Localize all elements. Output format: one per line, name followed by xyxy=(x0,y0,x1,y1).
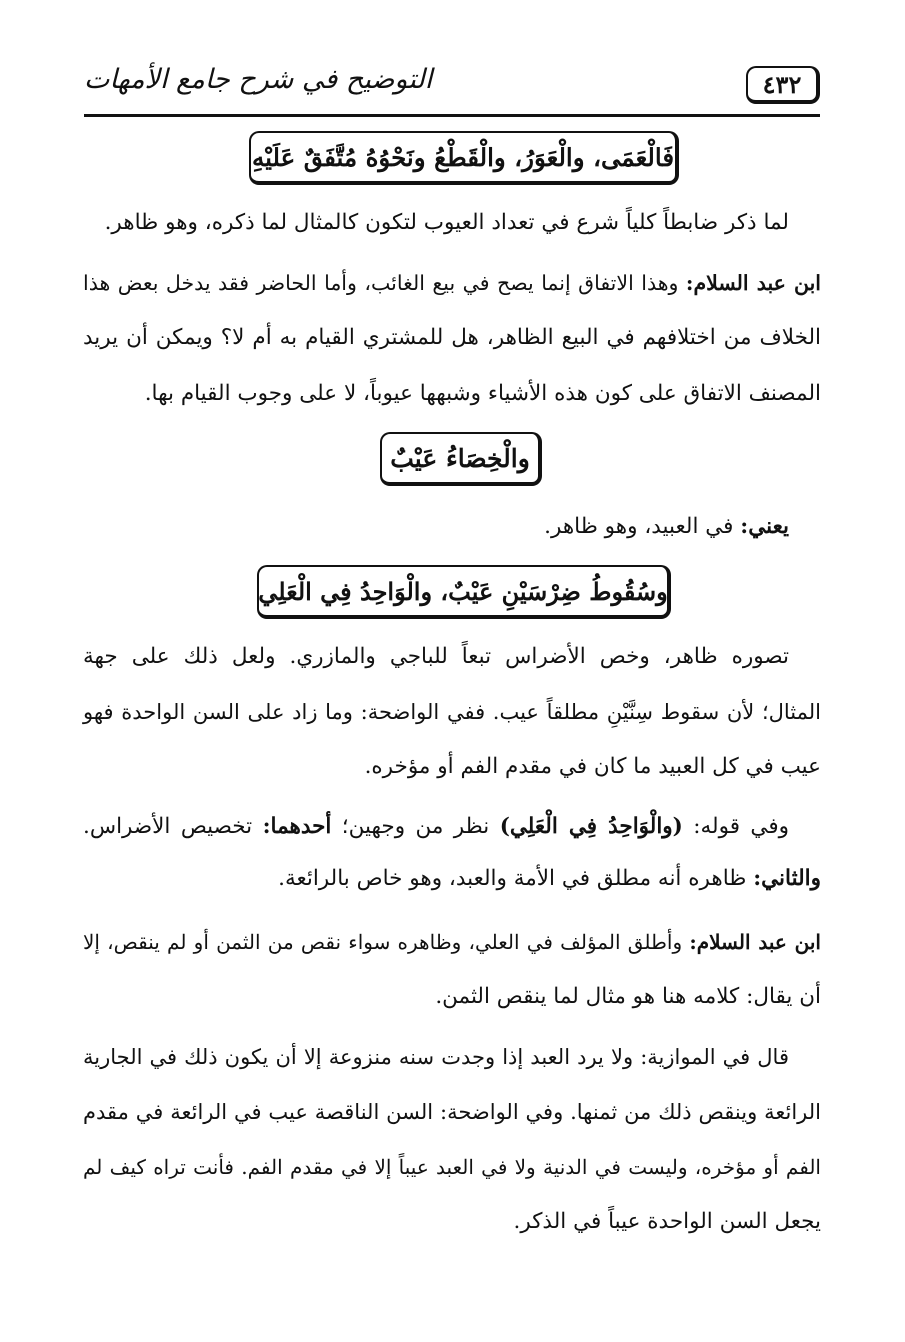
text-segment: وهذا الاتفاق إنما يصح في بيع الغائب، وأما الحاضر فقد يدخل بعض هذا xyxy=(83,271,686,295)
text-line-13: قال في الموازية: ولا يرد العبد إذا وجدت سنه منزوعة إلا أن يكون ذلك في الجارية xyxy=(83,1045,789,1069)
speaker-ibn-abd-al-salam: ابن عبد السلام: xyxy=(689,930,821,954)
matn-box-2: والْخِصَاءُ عَيْبٌ xyxy=(380,432,542,486)
text-line-5 xyxy=(83,510,789,546)
text-line-10 xyxy=(83,862,821,898)
text-line-11 xyxy=(83,925,821,961)
page-header xyxy=(84,62,820,117)
text-segment: ظاهره أنه مطلق في الأمة والعبد، وهو خاص بالرائعة. xyxy=(278,866,754,891)
text-line-8: عيب في كل العبيد ما كان في مقدم الفم أو مؤخره. xyxy=(364,754,821,779)
running-title: التوضيح في شرح جامع الأمهات xyxy=(84,64,433,95)
text-segment: تخصيص الأضراس. xyxy=(83,814,263,839)
matn-box-1: فَالْعَمَى، والْعَوَرُ، والْقَطْعُ ونَحْوُهُ مُتَّفَقٌ عَلَيْهِ xyxy=(249,131,679,185)
text-line-12: أن يقال: كلامه هنا هو مثال لما ينقص الثمن. xyxy=(435,984,821,1009)
text-segment: في العبيد، وهو ظاهر. xyxy=(544,514,741,539)
text-line-16: يجعل السن الواحدة عيباً في الذكر. xyxy=(513,1209,821,1234)
text-line-6: تصوره ظاهر، وخص الأضراس تبعاً للباجي والمازري. ولعل ذلك على جهة xyxy=(83,644,789,669)
text-line-3: الخلاف من اختلافهم في البيع الظاهر، هل للمشتري القيام به أم لا؟ ويمكن أن يريد xyxy=(83,325,821,350)
matn-box-3: وسُقُوطُ ضِرْسَيْنِ عَيْبٌ، والْوَاحِدُ فِي الْعَلِي xyxy=(257,565,671,619)
label-first: أحدهما: xyxy=(262,814,332,839)
text-line-15: الفم أو مؤخره، وليست في الدنية ولا في العبد عيباً إلا في مقدم الفم. فأنت تراه كيف لم xyxy=(83,1155,821,1179)
text-segment: نظر من وجهين؛ xyxy=(331,814,500,839)
text-line-14: الرائعة وينقص ذلك من ثمنها. وفي الواضحة: السن الناقصة عيب في الرائعة في مقدم xyxy=(83,1100,821,1124)
text-line-9 xyxy=(83,810,789,846)
page-number: ٤٣٢ xyxy=(746,66,820,104)
label-yani: يعني: xyxy=(740,514,789,539)
text-segment: وأطلق المؤلف في العلي، وظاهره سواء نقص من الثمن أو لم ينقص، إلا xyxy=(83,930,690,954)
text-line-4: المصنف الاتفاق على كون هذه الأشياء وشبهها عيوباً، لا على وجوب القيام بها. xyxy=(144,381,821,406)
text-line-7: المثال؛ لأن سقوط سِنَّيْنِ مطلقاً عيب. ففي الواضحة: وما زاد على السن الواحدة فهو xyxy=(83,700,821,724)
speaker-ibn-abd-al-salam: ابن عبد السلام: xyxy=(685,271,821,295)
text-line-2 xyxy=(83,266,821,302)
label-second: والثاني: xyxy=(753,866,821,891)
text-line-1: لما ذكر ضابطاً كلياً شرع في تعداد العيوب لتكون كالمثال لما ذكره، وهو ظاهر. xyxy=(104,210,789,235)
quoted-matn: (والْوَاحِدُ فِي الْعَلِي) xyxy=(499,814,683,839)
text-segment: وفي قوله: xyxy=(682,814,789,839)
